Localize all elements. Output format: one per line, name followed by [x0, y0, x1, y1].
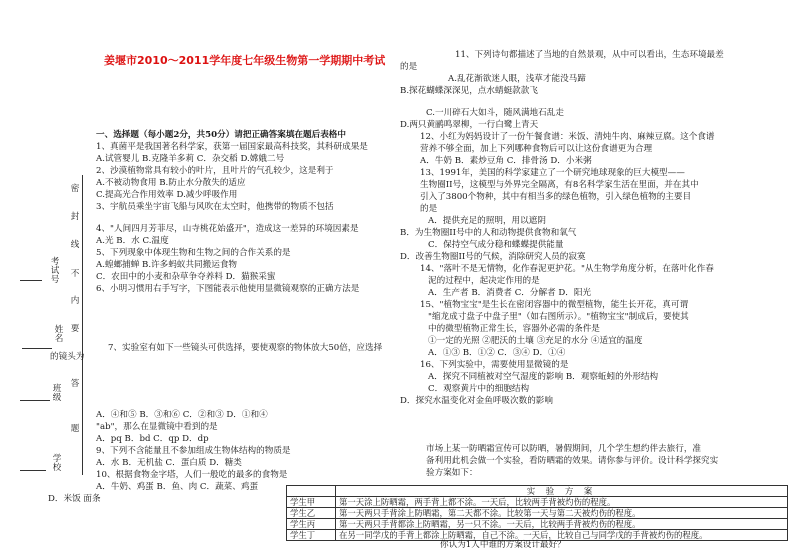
binding-fold-line	[82, 175, 83, 475]
student-label: 学生丙	[287, 519, 336, 530]
option-line: D．米饭 面条	[48, 494, 101, 504]
question-line: 5、下列现象中体现生物和生物之间的合作关系的是	[96, 248, 291, 258]
seal-char: 题	[70, 424, 80, 434]
question-line: 14、"落叶不是无情物，化作春泥更护花。"从生物学角度分析，在落叶化作春	[420, 264, 714, 274]
option-line: C．农田中的小麦和杂草争夺养料 D．猫猴采蜜	[96, 272, 276, 282]
option-line: C.提高光合作用效率 D.减少呼吸作用	[96, 190, 238, 200]
question-line: 中的微型植物正常生长，容器外必需的条件是	[428, 324, 600, 334]
option-line: A．探究不同植被对空气湿度的影响 B．观察蚯蚓的外形结构	[428, 372, 659, 382]
plan-text: 在另一同学戊的手背上都涂上防晒霜，自己不涂。一天后，比较自己与同学戊的手背被灼伤的程度。	[336, 530, 788, 541]
table-row	[287, 530, 788, 541]
question-line: 4、"人间四月芳菲尽，山寺桃花始盛开"，造成这一差异的环境因素是	[96, 224, 359, 234]
student-label: 学生丁	[287, 530, 336, 541]
option-line: D．探究水温变化对金鱼呼吸次数的影响	[400, 396, 553, 406]
option-line: D．改善生物圈II号的气候，消除研究人员的寂寞	[400, 252, 586, 262]
table-header: 实 验 方 案	[336, 486, 788, 497]
option-line: A．①③ B．①② C．③④ D．①④	[428, 348, 566, 358]
option-line: A．pq B．bd C．qp D．dp	[96, 434, 209, 444]
option-line: ①一定的光照 ②肥沃的土壤 ③充足的水分 ④适宜的温度	[428, 336, 643, 346]
question-line: 引入了3800个物种，其中有相当多的绿色植物，引入绿色植物的主要目	[420, 192, 692, 202]
question-line: "ab"，那么在显微镜中看到的是	[96, 422, 218, 432]
option-line: A.试管婴儿 B.克隆羊多莉 C．杂交稻 D.嫦娥二号	[96, 154, 285, 164]
experiment-plan-table	[286, 485, 788, 541]
seal-char: 要	[70, 324, 80, 334]
fold-text: 的镜头为	[50, 352, 85, 362]
scenario-line: 备利用此机会做一个实验，看防晒霜的效果。请你参与评价。设计科学探究实	[426, 456, 719, 466]
question-line: 3、宇航员乘坐宇宙飞船与风吹在太空时，他携带的物质不包括	[96, 202, 334, 212]
option-line: C.一川碎石大如斗，随风满地石乱走	[426, 108, 564, 118]
question-line: 7、实验室有如下一些镜头可供选择，要使观察的物体放大50倍，应选择	[108, 343, 383, 353]
question-line: 11、下列诗句都描述了当地的自然景观，从中可以看出，生态环境最差	[455, 50, 724, 60]
plan-text: 第一天涂上防晒霜，两手背上都不涂。一天后，比较两手背被灼伤的程度。	[336, 497, 788, 508]
question-line: 13、1991年，美国的科学家建立了一个研究地球现象的巨大模型——	[420, 168, 685, 178]
table-header-row	[287, 486, 788, 497]
exam-no-label: 考试号	[50, 257, 60, 285]
option-line: C．观察黄片中的细胞结构	[428, 384, 530, 394]
plan-question: 你认为1人中谁的方案设计最好？	[440, 540, 566, 550]
student-label: 学生乙	[287, 508, 336, 519]
exam-title: 姜堰市2010～2011学年度七年级生物第一学期期中考试	[104, 54, 386, 67]
question-line: 的是	[400, 62, 418, 72]
option-line: A.蝗螂捕蝉 B.许多蚂蚁共同搬运食物	[96, 260, 238, 270]
seal-char: 不	[70, 269, 80, 279]
table-row	[287, 508, 788, 519]
option-line: B.探花蝴蝶深深见，点水蜻蜓款款飞	[400, 86, 538, 96]
seal-char: 答	[70, 379, 80, 389]
class-underline	[20, 400, 50, 401]
question-line: 营养不够全面，加上下列哪种食物后可以让这份食谱更为合理	[420, 144, 653, 154]
question-line: 9、下列不含能量且不参加组成生物体结构的物质是	[96, 446, 291, 456]
question-line: 的是	[420, 204, 438, 214]
question-line: 10、根据食物金字塔，人们一般吃的最多的食物是	[96, 470, 288, 480]
plan-text: 第一天两只手背涂上防晒霜，第二天都不涂。比较第一天与第二天被灼伤的程度。	[336, 508, 788, 519]
plan-text: 第一天两只手背都涂上防晒霜，另一只不涂。一天后，比较两手背被灼伤的程度。	[336, 519, 788, 530]
table-row	[287, 497, 788, 508]
question-line: 6、小明习惯用右手写字，下图能表示他使用显微镜观察的正确方法是	[96, 284, 360, 294]
student-label: 学生甲	[287, 497, 336, 508]
option-line: D.两只黄鹂鸣翠柳，一行白鹭上青天	[400, 120, 539, 130]
question-line: 生物圈II号，这模型与外界完全隔离，有8名科学家生活在里面，并在其中	[420, 180, 699, 190]
seal-char: 封	[70, 212, 80, 222]
scenario-line: 市场上某一防晒霜宣传可以防晒，暑假期间，几个学生想约伴去旅行，准	[426, 444, 702, 454]
question-line: 16、下列实验中，需要使用显微镜的是	[420, 360, 569, 370]
table-row	[287, 519, 788, 530]
section-heading: 一、选择题（每小题2分，共50分）请把正确答案填在题后表格中	[96, 130, 346, 140]
school-underline	[20, 470, 46, 471]
seal-char: 密	[70, 184, 80, 194]
name-underline	[22, 348, 52, 349]
scenario-line: 验方案如下：	[426, 468, 478, 478]
question-line: "缩龙成寸盘子中盘子里"（如右图所示）。"植物宝宝"制成后，要使其	[428, 312, 689, 322]
seal-char: 线	[70, 240, 80, 250]
seal-char: 内	[70, 296, 80, 306]
school-label: 学校	[52, 454, 62, 473]
question-line: 2、沙漠植物常具有较小的叶片，且叶片的气孔较少，这是利于	[96, 166, 334, 176]
option-line: B．为生物圈II号中的人和动物提供食物和氧气	[400, 228, 577, 238]
option-line: A.光 B．水 C.温度	[96, 236, 169, 246]
class-label: 班级	[52, 384, 62, 403]
option-line: A．牛奶 B．素炒豆角 C．排骨汤 D．小米粥	[420, 156, 592, 166]
option-line: A．水 B．无机盐 C．蛋白质 D．糖类	[96, 458, 242, 468]
option-line: A．牛奶、鸡蛋 B．鱼、肉 C．蔬菜、鸡蛋	[96, 482, 259, 492]
question-line: 12、小红为妈妈设计了一份午餐食谱：米饭、清炖牛肉、麻辣豆腐。这个食谱	[420, 132, 715, 142]
question-line: 1、真菌平是我国著名科学家，获第一届国家最高科技奖，其科研成果是	[96, 142, 368, 152]
exam-no-underline	[20, 280, 42, 281]
option-line: A．④和⑤ B．③和⑥ C．②和③ D．①和④	[96, 410, 268, 420]
option-line: A．生产者 B．消费者 C．分解者 D．阳光	[428, 288, 592, 298]
question-line: 15、"植物宝宝"是生长在密闭容器中的微型植物，能生长开花，真可谓	[420, 300, 689, 310]
option-line: A.乱花渐欲迷人眼，浅草才能没马蹄	[448, 74, 586, 84]
option-line: A.不被动物食用 B.防止水分散失的适应	[96, 178, 246, 188]
name-label: 姓名	[54, 325, 64, 344]
option-line: A．提供充足的照明，用以遮阴	[428, 216, 546, 226]
option-line: C．保持空气成分稳和蝶蝶提供能量	[428, 240, 564, 250]
table-header-blank	[287, 486, 336, 497]
question-line: 泥的过程中，起决定作用的是	[428, 276, 540, 286]
